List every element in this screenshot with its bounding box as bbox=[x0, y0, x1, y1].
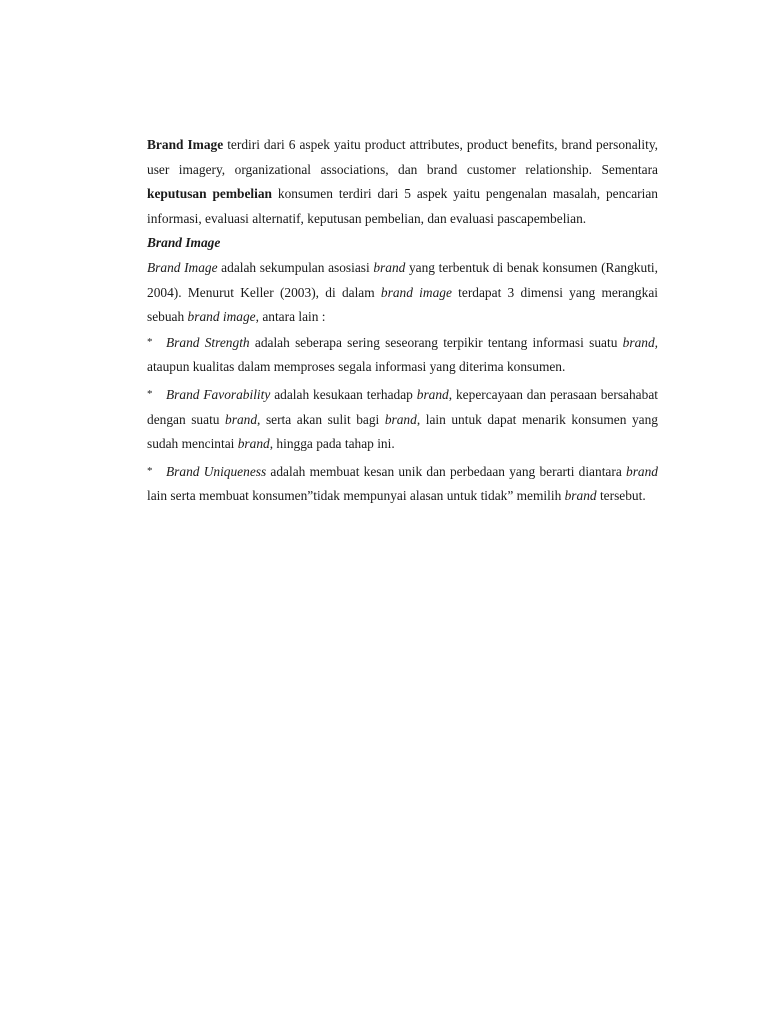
term-keputusan-pembelian: keputusan pembelian bbox=[147, 186, 272, 202]
bullet-marker: * bbox=[147, 387, 153, 400]
bullet-brand-uniqueness: * Brand Uniqueness adalah membuat kesan unik dan perbedaan yang berarti diantara brand lain serta membuat konsumen”tidak mempunyai alasan untuk tidak” memilih brand tersebut. bbox=[147, 459, 658, 509]
term-brand-image: Brand Image bbox=[147, 137, 224, 152]
intro-paragraph: Brand Image terdiri dari 6 aspek yaitu product attributes, product benefits, brand personality, user imagery, organizational associations, dan brand customer relationship. Sementara keputusan pembelian konsumen terdiri dari 5 aspek yaitu pengenalan masalah, pencarian informasi, evaluasi alternatif, keputusan pembelian, dan evaluasi pascapembelian. bbox=[147, 137, 658, 226]
section-heading: Brand Image bbox=[147, 235, 221, 251]
definition-paragraph: Brand Image adalah sekumpulan asosiasi brand yang terbentuk di benak konsumen (Rangkuti, 2004). Menurut Keller (2003), di dalam brand image terdapat 3 dimensi yang merangkai sebuah brand image, antara lain : bbox=[147, 259, 658, 325]
bullet-brand-strength: * Brand Strength adalah seberapa sering seseorang terpikir tentang informasi suatu brand, ataupun kualitas dalam memproses segala informasi yang diterima konsumen. bbox=[147, 330, 658, 380]
document-page bbox=[147, 133, 658, 509]
bullet-marker: * bbox=[147, 464, 153, 477]
bullet-brand-favorability: * Brand Favorability adalah kesukaan terhadap brand, kepercayaan dan perasaan bersahabat dengan suatu brand, serta akan sulit bagi brand, lain untuk dapat menarik konsumen yang sudah mencintai brand, hingga pada tahap ini. bbox=[147, 382, 658, 457]
bullet-marker: * bbox=[147, 335, 153, 348]
